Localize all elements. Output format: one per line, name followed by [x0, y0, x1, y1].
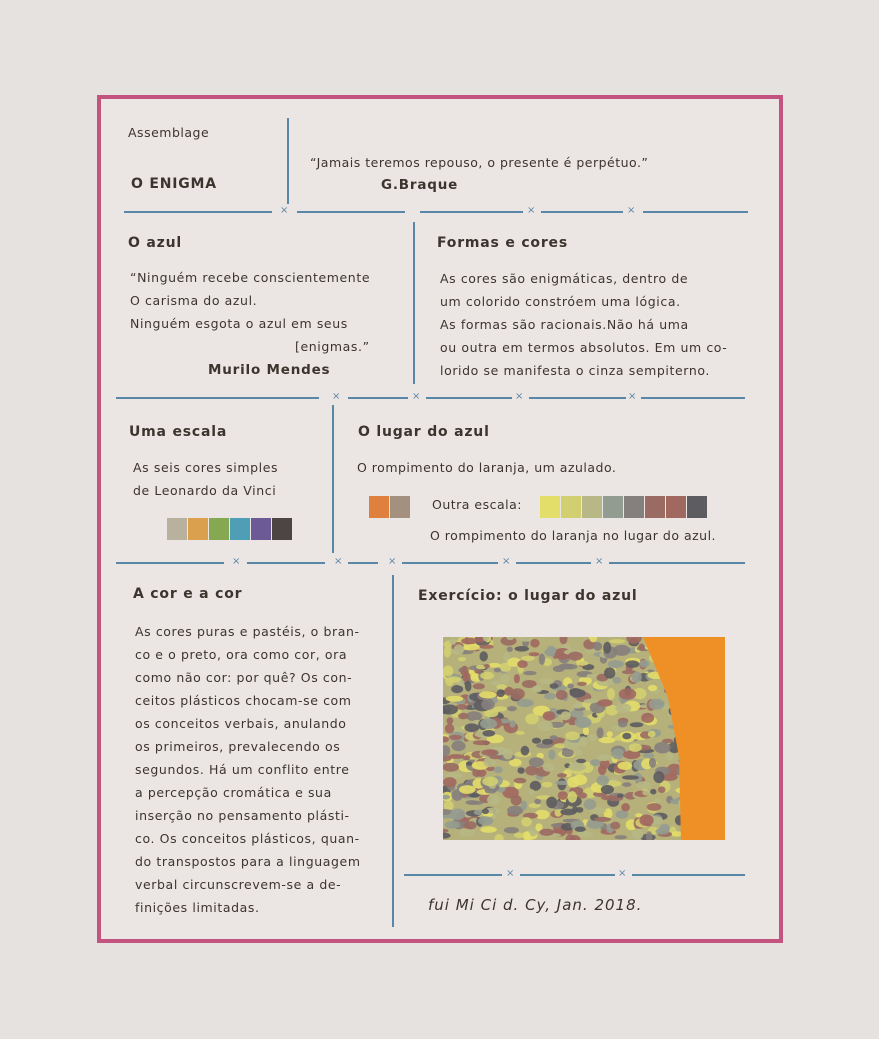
paint-dab [597, 775, 610, 786]
section-title-azul: O azul [128, 235, 182, 251]
exercise-painting [443, 637, 725, 840]
paint-dab [643, 753, 655, 758]
divider-horizontal [116, 562, 224, 564]
paint-dab [625, 660, 639, 667]
assemblage-label: Assemblage [128, 125, 210, 140]
poem-author: Murilo Mendes [208, 362, 331, 378]
text-line: de Leonardo da Vinci [133, 483, 277, 498]
paint-dab [463, 672, 471, 682]
text-line: As seis cores simples [133, 460, 279, 475]
cross-mark: × [412, 391, 421, 402]
paint-dab [521, 656, 535, 661]
color-swatch [209, 518, 229, 540]
divider-horizontal [420, 211, 523, 213]
paint-dab [507, 647, 513, 652]
color-swatch [251, 518, 271, 540]
color-swatch [167, 518, 187, 540]
paint-dab [489, 755, 501, 759]
paint-dab [593, 642, 602, 651]
color-swatch [603, 496, 623, 518]
text-line: lorido se manifesta o cinza sempiterno. [440, 363, 710, 378]
paint-dab [514, 674, 520, 683]
poem-line: O carisma do azul. [130, 293, 258, 308]
paint-dab [532, 686, 542, 693]
paint-dab [570, 689, 586, 698]
paint-dab [567, 684, 574, 689]
paint-dab [473, 683, 485, 689]
paint-dab [639, 644, 645, 651]
paint-dab [623, 750, 640, 759]
cross-mark: × [628, 391, 637, 402]
paint-dab [572, 703, 583, 708]
divider-horizontal [297, 211, 405, 213]
paint-dab [450, 809, 465, 820]
murilo-poem [130, 266, 370, 358]
divider-horizontal [124, 211, 272, 213]
page-title: O ENIGMA [131, 176, 217, 192]
paint-dab [471, 793, 480, 798]
paint-dab [458, 657, 466, 661]
section-title-exercicio: Exercício: o lugar do azul [418, 588, 638, 604]
paint-dab [621, 803, 630, 811]
paint-dab [568, 763, 586, 771]
paint-dab [505, 687, 514, 696]
color-swatch [687, 496, 707, 518]
paint-dab [671, 831, 682, 837]
paint-dab [540, 678, 554, 684]
painting-canvas [443, 637, 725, 840]
divider-horizontal [402, 562, 498, 564]
paint-dab [443, 777, 457, 787]
text-line: um colorido constróem uma lógica. [440, 294, 681, 309]
paint-dab [480, 718, 497, 729]
leonardo-color-scale [167, 518, 293, 540]
divider-horizontal [529, 397, 626, 399]
paint-dab [550, 735, 558, 740]
orange-break-scale [369, 496, 411, 518]
divider-horizontal [426, 397, 512, 399]
paint-dab [576, 661, 588, 666]
paint-dab [484, 664, 490, 668]
paint-dab [632, 829, 643, 840]
paint-dab [464, 821, 476, 829]
paint-dab [481, 699, 494, 710]
color-swatch [188, 518, 208, 540]
paint-dab [639, 660, 649, 668]
paint-dab [443, 763, 459, 772]
paint-dab [649, 699, 665, 710]
paint-dab [532, 738, 541, 744]
cross-mark: × [595, 556, 604, 567]
outra-color-scale [540, 496, 708, 518]
paint-dab [521, 746, 530, 756]
poem-line: “Ninguém recebe conscientemente [130, 270, 371, 285]
paint-dab [482, 809, 489, 814]
paint-dab [444, 646, 451, 658]
cross-mark: × [388, 556, 397, 567]
paint-dab [464, 755, 470, 760]
text-line: As cores são enigmáticas, dentro de [440, 271, 689, 286]
paint-dab [608, 660, 624, 668]
paint-dab [542, 739, 553, 745]
section-title-lugar: O lugar do azul [358, 424, 490, 440]
text-line: como não cor: por quê? Os con- [135, 670, 353, 685]
paint-dab [511, 795, 522, 806]
cross-mark: × [332, 391, 341, 402]
paint-dab [632, 671, 642, 682]
cor-text [135, 620, 361, 919]
color-swatch [369, 496, 389, 518]
paint-dab [577, 792, 587, 798]
paint-dab [579, 736, 588, 747]
paint-dab [448, 754, 464, 759]
paint-dab [604, 667, 615, 678]
paint-dab [480, 672, 494, 680]
paint-dab [568, 791, 577, 803]
paint-dab [443, 665, 453, 676]
paint-dab [504, 827, 519, 833]
paint-dab [565, 731, 580, 740]
divider-vertical [392, 575, 394, 927]
paint-dab [479, 691, 497, 698]
paint-dab [529, 757, 544, 767]
paint-dab [497, 689, 505, 697]
paint-dab [654, 799, 661, 803]
paint-dab [507, 706, 517, 711]
formas-text [440, 267, 727, 382]
paint-dab [597, 699, 612, 706]
paint-dab [649, 758, 656, 768]
paint-dab [557, 773, 567, 778]
paint-dab [618, 720, 627, 727]
paint-dab [473, 740, 490, 745]
text-line: As cores puras e pastéis, o bran- [135, 624, 360, 639]
paint-dab [583, 727, 589, 736]
paint-dab [589, 734, 596, 742]
paint-dab [629, 743, 642, 752]
text-line: co. Os conceitos plásticos, quan- [135, 831, 360, 846]
divider-horizontal [541, 211, 623, 213]
color-swatch [390, 496, 410, 518]
paint-dab [622, 733, 631, 740]
paint-dab [597, 727, 604, 738]
paint-dab [516, 731, 525, 735]
paint-dab [558, 791, 568, 800]
paint-dab [542, 782, 553, 788]
paint-dab [449, 637, 456, 644]
cross-mark: × [618, 868, 627, 879]
paint-dab [487, 794, 500, 805]
paint-dab [543, 711, 556, 721]
divider-horizontal [348, 562, 378, 564]
paint-dab [529, 652, 540, 656]
paint-dab [479, 645, 494, 649]
paint-dab [534, 799, 541, 805]
color-swatch [645, 496, 665, 518]
paint-dab [447, 676, 461, 682]
paint-dab [459, 828, 475, 837]
paint-dab [546, 797, 557, 809]
paint-dab [622, 782, 631, 787]
braque-quote: “Jamais teremos repouso, o presente é perpétuo.” [310, 155, 649, 170]
paint-dab [546, 646, 556, 657]
text-line: co e o preto, ora como cor, ora [135, 647, 348, 662]
divider-horizontal [641, 397, 745, 399]
divider-vertical [413, 222, 415, 384]
paint-dab [539, 829, 554, 836]
paint-dab [482, 730, 495, 737]
paint-dab [478, 816, 493, 825]
divider-horizontal [643, 211, 748, 213]
paint-dab [615, 703, 631, 713]
paint-dab [613, 645, 630, 656]
paint-dab [618, 762, 633, 770]
paint-dab [573, 775, 587, 786]
paint-dab [528, 789, 535, 795]
paint-dab [607, 731, 613, 737]
paint-dab [539, 654, 545, 665]
paint-dab [656, 828, 670, 835]
paint-dab [584, 799, 597, 810]
paint-dab [458, 713, 468, 720]
paint-dab [556, 690, 568, 700]
paint-dab [451, 685, 463, 693]
paint-dab [575, 827, 586, 832]
paint-dab [494, 766, 503, 773]
paint-dab [461, 638, 478, 645]
text-line: os conceitos verbais, anulando [135, 716, 347, 731]
paint-dab [480, 826, 497, 832]
paint-dab [500, 674, 510, 683]
poem-line: [enigmas.” [295, 339, 370, 354]
paint-dab [451, 741, 465, 751]
paint-dab [548, 750, 555, 760]
paint-dab [514, 778, 526, 784]
section-title-cor: A cor e a cor [133, 586, 243, 602]
divider-horizontal [609, 562, 745, 564]
color-swatch [540, 496, 560, 518]
paint-dab [523, 671, 536, 675]
color-swatch [582, 496, 602, 518]
paint-dab [574, 749, 583, 756]
section-title-escala: Uma escala [129, 424, 228, 440]
paint-dab [537, 721, 553, 732]
section-title-formas: Formas e cores [437, 235, 568, 251]
cross-mark: × [627, 205, 636, 216]
color-swatch [666, 496, 686, 518]
color-swatch [561, 496, 581, 518]
color-swatch [624, 496, 644, 518]
paint-dab [563, 664, 578, 670]
paint-dab [616, 810, 629, 819]
paint-dab [568, 652, 583, 661]
cross-mark: × [515, 391, 524, 402]
paint-dab [598, 754, 611, 761]
paint-dab [577, 682, 587, 686]
paint-dab [603, 642, 611, 654]
paint-dab [607, 688, 615, 700]
text-line: inserção no pensamento plásti- [135, 808, 350, 823]
paint-dab [576, 807, 583, 813]
paint-dab [594, 817, 611, 822]
paint-dab [447, 717, 454, 724]
text-line: segundos. Há um conflito entre [135, 762, 350, 777]
color-swatch [272, 518, 292, 540]
divider-vertical [332, 405, 334, 553]
paint-dab [466, 761, 472, 765]
paint-dab [611, 748, 624, 759]
paint-dab [647, 803, 662, 811]
divider-horizontal [404, 874, 502, 876]
lugar-line-2: O rompimento do laranja no lugar do azul. [430, 528, 717, 543]
paint-dab [521, 801, 527, 811]
paint-dab [590, 759, 601, 766]
cross-mark: × [506, 868, 515, 879]
paint-dab [515, 646, 529, 652]
paint-dab [575, 717, 592, 728]
text-line: verbal circunscrevem-se a de- [135, 877, 342, 892]
divider-horizontal [516, 562, 591, 564]
divider-horizontal [247, 562, 325, 564]
paint-dab [446, 696, 464, 702]
paint-dab [636, 781, 651, 790]
paint-dab [641, 713, 654, 723]
paint-dab [514, 833, 524, 839]
divider-horizontal [116, 397, 319, 399]
paint-dab [463, 644, 479, 650]
text-line: finições limitadas. [135, 900, 260, 915]
paint-dab [485, 788, 497, 793]
paint-dab [517, 767, 524, 774]
paint-dab [507, 806, 523, 816]
outra-escala-label: Outra escala: [432, 497, 523, 512]
paint-dab [576, 759, 586, 763]
paint-dab [521, 817, 532, 827]
paint-dab [454, 644, 464, 655]
paint-dab [459, 785, 476, 794]
paint-dab [445, 821, 460, 829]
cross-mark: × [232, 556, 241, 567]
paint-dab [490, 681, 501, 686]
paint-dab [584, 699, 599, 704]
paint-dab [615, 735, 623, 740]
paint-dab [648, 731, 656, 738]
paint-dab [614, 835, 627, 839]
paint-dab [465, 681, 472, 692]
paint-dab [482, 777, 498, 787]
paint-dab [617, 794, 624, 798]
text-line: As formas são racionais.Não há uma [440, 317, 689, 332]
paint-dab [601, 785, 614, 794]
paint-dab [449, 735, 462, 740]
cross-mark: × [502, 556, 511, 567]
paint-dab [466, 800, 479, 805]
paint-dab [544, 693, 556, 700]
escala-text [133, 456, 278, 502]
divider-horizontal [632, 874, 745, 876]
poem-line: Ninguém esgota o azul em seus [130, 316, 348, 331]
paint-dab [570, 710, 584, 718]
paint-dab [609, 639, 626, 643]
text-line: ceitos plásticos chocam-se com [135, 693, 352, 708]
text-line: ou outra em termos absolutos. Em um co- [440, 340, 728, 355]
paint-dab [480, 651, 488, 661]
paint-dab [619, 688, 637, 699]
paint-dab [610, 822, 620, 830]
paint-dab [543, 763, 555, 772]
paint-dab [622, 775, 639, 780]
cross-mark: × [280, 205, 289, 216]
paint-dab [630, 722, 644, 727]
text-line: a percepção cromática e sua [135, 785, 332, 800]
text-line: do transpostos para a linguagem [135, 854, 361, 869]
paint-dab [658, 786, 666, 793]
paint-dab [562, 749, 574, 757]
paint-dab [654, 742, 670, 753]
paint-dab [530, 639, 539, 648]
paint-dab [650, 789, 656, 795]
paint-dab [464, 723, 479, 732]
divider-vertical [287, 118, 289, 204]
paint-dab [648, 685, 657, 691]
artist-signature: fui Mi Ci d. Cy, Jan. 2018. [428, 896, 643, 914]
paint-dab [612, 677, 621, 684]
cross-mark: × [334, 556, 343, 567]
paint-dab [653, 771, 664, 783]
text-line: os primeiros, prevalecendo os [135, 739, 341, 754]
paint-dab [481, 749, 497, 755]
paint-dab [494, 668, 501, 673]
divider-horizontal [520, 874, 615, 876]
paint-dab [667, 753, 674, 761]
quote-author: G.Braque [381, 177, 459, 193]
paint-dab [561, 711, 571, 720]
paint-dab [517, 660, 528, 668]
cross-mark: × [527, 205, 536, 216]
color-swatch [230, 518, 250, 540]
lugar-line-1: O rompimento do laranja, um azulado. [357, 460, 617, 475]
paint-dab [445, 724, 454, 734]
divider-horizontal [348, 397, 408, 399]
paint-dab [577, 831, 593, 838]
paint-dab [550, 683, 559, 689]
paint-dab [639, 815, 653, 827]
